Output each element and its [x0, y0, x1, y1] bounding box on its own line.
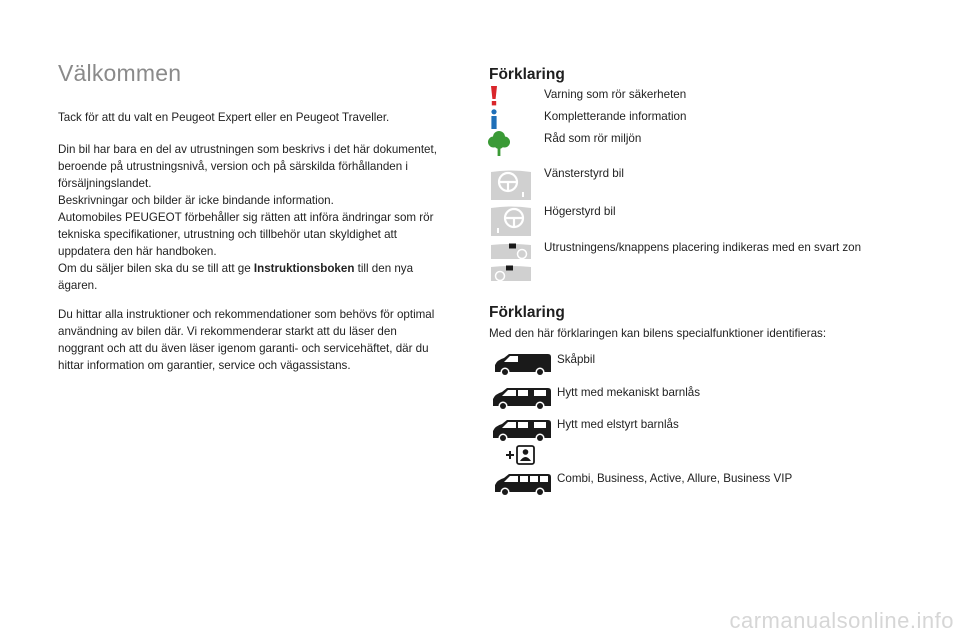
legend-safety-text: Varning som rör säkerheten — [544, 88, 687, 101]
legend-env-text: Råd som rör miljön — [544, 132, 642, 145]
resale-post: till den nya ägaren. — [58, 262, 414, 292]
legend-elec-text: Hytt med elstyrt barnlås — [557, 418, 679, 431]
tree-icon — [487, 130, 511, 156]
disclaimer-line: Beskrivningar och bilder är icke bindande information. — [58, 194, 334, 207]
legend-rhd-text: Högerstyrd bil — [544, 205, 616, 218]
legend-lhd-text: Vänsterstyrd bil — [544, 167, 624, 180]
info-icon — [489, 109, 499, 129]
legend-combi-text: Combi, Business, Active, Allure, Business VIP — [557, 472, 793, 485]
van-icon — [492, 352, 554, 378]
resale-pre: Om du säljer bilen ska du se till att ge — [58, 262, 254, 275]
legend-intro-text: Med den här förklaringen kan bilens specialfunktioner identifieras: — [489, 327, 827, 340]
warning-icon — [488, 86, 500, 106]
legend-mech-text: Hytt med mekaniskt barnlås — [557, 386, 701, 399]
legend-info-text: Kompletterande information — [544, 110, 687, 123]
van-icon — [490, 386, 554, 412]
handbook-name: Instruktionsboken — [253, 262, 355, 275]
steering-wheel-icon — [489, 168, 533, 202]
equipment-paragraph: Din bil har bara en del av utrustningen som beskrivs i det här dokumentet, beroende på utrustningsnivå, version och på särskilda förhållanden i försäljningslandet. — [58, 143, 437, 190]
dashboard-zone-icon — [489, 242, 533, 260]
van-icon — [490, 418, 554, 444]
instructions-paragraph: Du hittar alla instruktioner och rekommendationer som behövs för optimal användning av bilen där. Vi rekommenderar starkt att du läser den noggrant och att du även läser igenom garanti- och servicehäftet, där du hittar information om garantier, service och vägassistans. — [58, 308, 435, 372]
steering-wheel-icon — [489, 204, 533, 238]
legend-zone-text: Utrustningens/knappens placering indikeras med en svart zon — [544, 241, 862, 254]
disclaimer-body: Automobiles PEUGEOT förbehåller sig rätten att införa ändringar som rör tekniska specifikationer, utrustning och tillbehör utan skyldighet att uppdatera den här handboken. — [58, 211, 434, 258]
watermark: carmanualsonline.info — [729, 608, 954, 633]
page-title: Välkommen — [58, 60, 182, 86]
legend-van-text: Skåpbil — [557, 353, 596, 366]
van-icon — [492, 472, 554, 498]
disclaimer-paragraph — [58, 192, 442, 260]
legend-heading-vehicles: Förklaring — [489, 304, 565, 321]
intro-paragraph: Tack för att du valt en Peugeot Expert eller en Peugeot Traveller. — [58, 111, 390, 124]
dashboard-zone-icon — [489, 264, 533, 282]
child-lock-icon — [504, 444, 536, 466]
legend-heading: Förklaring — [489, 66, 565, 83]
resale-paragraph — [58, 260, 442, 294]
